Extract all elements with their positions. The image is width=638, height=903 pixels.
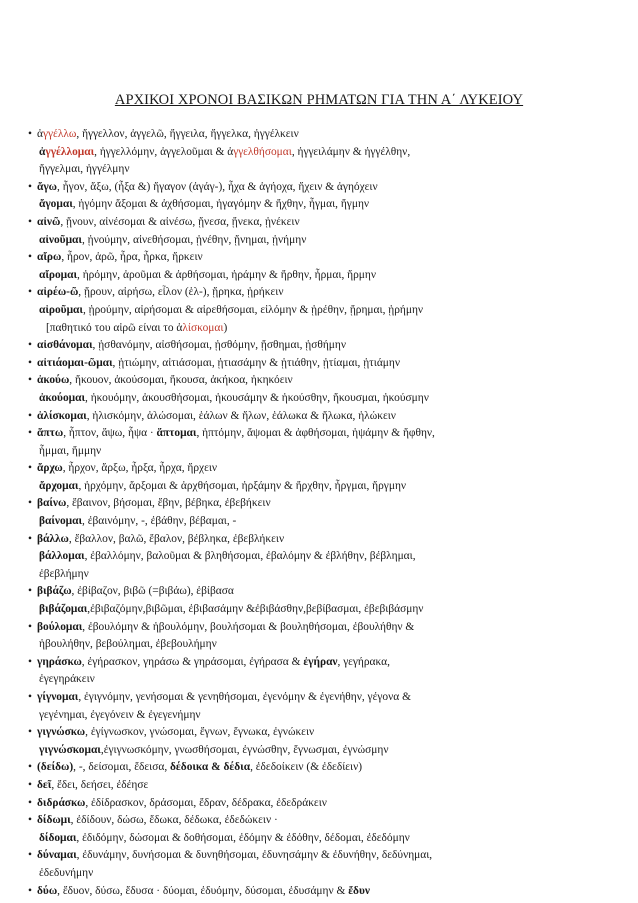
- verb-forms: ): [223, 321, 228, 334]
- verb-forms: , ἐδυνάμην, δυνήσομαι & δυνηθήσομαι, ἐδυνησάμην & ἐδυνήθην, δεδύνημαι,: [76, 849, 433, 862]
- verb-forms: , -, δείσομαι, ἔδεισα,: [73, 761, 171, 774]
- verb-entry: [28, 812, 624, 847]
- verb-line-active: [28, 408, 624, 426]
- verb-forms: λίσκομαι: [182, 321, 224, 334]
- verb-forms: , ἠρχόμην, ἄρξομαι & ἀρχθήσομαι, ἠρξάμην & ἤρχθην, ἦργμαι, ἤργμην: [78, 479, 407, 492]
- verb-line-continued: [28, 267, 624, 285]
- verb-headword: γιγνώσκω: [37, 726, 86, 739]
- verb-headword: γίγνομαι: [37, 691, 79, 703]
- verb-line-active: [28, 759, 624, 777]
- verb-line-active: [28, 372, 624, 390]
- verb-line-continued: [28, 144, 624, 162]
- bullet-icon: •: [28, 778, 32, 791]
- bullet-icon: •: [28, 251, 32, 264]
- verb-headword: (δείδω): [37, 761, 74, 774]
- bullet-icon: •: [28, 691, 32, 703]
- verb-headword: διδράσκω: [37, 796, 86, 809]
- page-title: ΑΡΧΙΚΟΙ ΧΡΟΝΟΙ ΒΑΣΙΚΩΝ ΡΗΜΑΤΩΝ ΓΙΑ ΤΗΝ Α΄ ΛΥΚΕΙΟΥ: [114, 92, 524, 108]
- verb-headword: ἄγομαι: [39, 198, 73, 211]
- verb-headword: ἀ: [39, 145, 46, 158]
- bullet-icon: •: [28, 761, 32, 774]
- verb-forms: , ᾔνουν, αἰνέσομαι & αἰνέσω, ᾔνεσα, ᾔνεκα, ᾐνέκειν: [60, 215, 300, 228]
- verb-headword: δεῖ: [37, 778, 52, 791]
- verb-line-active: [28, 284, 624, 302]
- verb-forms: , ἡλισκόμην, ἁλώσομαι, ἑάλων & ἥλων, ἑάλωκα & ἥλωκα, ἡλώκειν: [86, 409, 396, 422]
- verb-line-active: [28, 495, 624, 513]
- verb-line-active: [28, 654, 624, 672]
- verb-headword: βιβάζομαι: [39, 603, 88, 616]
- verb-headword: αἰτιάομαι-ῶμαι: [37, 356, 113, 369]
- verb-list: [28, 126, 624, 900]
- verb-headword: αἴρομαι: [39, 268, 78, 281]
- verb-headword: δίδομαι: [39, 831, 77, 844]
- verb-entry: [28, 689, 624, 724]
- verb-entry: [28, 847, 624, 882]
- verb-forms: , ᾕρουν, αἱρήσω, εἷλον (ἑλ-), ᾕρηκα, ᾑρήκειν: [78, 286, 284, 299]
- verb-forms: , ᾑρούμην, αἱρήσομαι & αἱρεθήσομαι, εἱλόμην & ᾑρέθην, ᾕρημαι, ᾑρήμην: [82, 303, 424, 316]
- verb-forms: , ᾐσθανόμην, αἰσθήσομαι, ᾐσθόμην, ᾔσθημαι, ᾐσθήμην: [92, 339, 346, 352]
- bullet-icon: •: [28, 462, 32, 475]
- bullet-icon: •: [28, 339, 32, 352]
- verb-entry: [28, 583, 624, 618]
- verb-entry: [28, 495, 624, 530]
- bullet-icon: •: [28, 374, 32, 387]
- bullet-icon: •: [28, 585, 32, 598]
- verb-line-continued: [28, 513, 624, 531]
- verb-entry: [28, 214, 624, 249]
- verb-forms: ἐδεδυνήμην: [39, 866, 94, 879]
- verb-headword: γιγνώσκομαι: [39, 743, 101, 756]
- verb-headword: βάλλω: [37, 532, 69, 545]
- verb-line-continued: [28, 566, 624, 584]
- bullet-icon: •: [28, 655, 32, 668]
- bullet-icon: •: [28, 497, 32, 510]
- bullet-icon: •: [28, 409, 32, 422]
- verb-forms: , ἦρχον, ἄρξω, ἦρξα, ἦρχα, ἤρχειν: [62, 462, 218, 475]
- verb-line-continued: [28, 636, 624, 654]
- verb-line-active: [28, 724, 624, 742]
- verb-entry: [28, 179, 624, 214]
- verb-headword: ἅπτω: [37, 427, 64, 440]
- verb-headword: γηράσκω: [37, 655, 82, 668]
- verb-forms: ἤγγελμαι, ἠγγέλμην: [39, 163, 130, 176]
- verb-line-continued: [28, 671, 624, 689]
- verb-forms: ,ἐγιγνωσκόμην, γνωσθήσομαι, ἐγνώσθην, ἔγνωσμαι, ἐγνώσμην: [100, 743, 389, 756]
- verb-entry: [28, 795, 624, 813]
- verb-headword: αἰνοῦμαι: [39, 233, 82, 246]
- verb-forms: , ἔβαλλον, βαλῶ, ἔβαλον, βέβληκα, ἐβεβλήκειν: [68, 532, 285, 545]
- bullet-icon: •: [28, 356, 32, 369]
- verb-headword: βούλομαι: [37, 620, 83, 633]
- verb-forms: ἧμμαι, ἥμμην: [39, 444, 102, 457]
- verb-line-active: [28, 795, 624, 813]
- verb-headword: αἴρω: [37, 251, 62, 264]
- verb-line-continued: [28, 548, 624, 566]
- bullet-icon: •: [28, 532, 32, 545]
- verb-forms: , ἠγόμην ἄξομαι & ἀχθήσομαι, ἠγαγόμην & ἤχθην, ἦγμαι, ἤγμην: [72, 198, 370, 211]
- verb-entry: [28, 759, 624, 777]
- verb-headword: βαίνομαι: [39, 515, 83, 528]
- verb-headword: ἄγω: [37, 180, 58, 193]
- verb-forms: , ἐδιδόμην, δώσομαι & δοθήσομαι, ἐδόμην & ἐδόθην, δέδομαι, ἐδεδόμην: [76, 831, 410, 844]
- bullet-icon: •: [28, 726, 32, 739]
- verb-forms: , γεγήρακα,: [337, 655, 390, 668]
- verb-line-active: [28, 883, 624, 901]
- verb-forms: , ἔβαινον, βήσομαι, ἔβην, βέβηκα, ἐβεβήκειν: [66, 497, 271, 510]
- verb-forms: ἐβεβλήμην: [39, 567, 89, 580]
- verb-entry: [28, 654, 624, 689]
- verb-line-continued: [28, 196, 624, 214]
- verb-forms: , ἐγήρασκον, γηράσω & γηράσομαι, ἐγήρασα &: [81, 655, 304, 668]
- verb-entry: [28, 425, 624, 460]
- verb-entry: [28, 372, 624, 407]
- verb-entry: [28, 126, 624, 179]
- verb-forms: , ἠρόμην, ἀροῦμαι & ἀρθήσομαι, ἠράμην & ἤρθην, ἦρμαι, ἤρμην: [77, 268, 376, 281]
- verb-entry: [28, 531, 624, 584]
- verb-line-active: [28, 531, 624, 549]
- verb-entry: [28, 460, 624, 495]
- verb-forms: , ἐβουλόμην & ἠβουλόμην, βουλήσομαι & βουληθήσομαι, ἐβουλήθην &: [82, 620, 415, 633]
- verb-line-continued: [28, 161, 624, 179]
- verb-forms: , ᾐνούμην, αἰνεθήσομαι, ᾐνέθην, ᾔνημαι, ᾐνήμην: [81, 233, 307, 246]
- verb-line-active: [28, 847, 624, 865]
- verb-line-active: [28, 812, 624, 830]
- verb-forms: , ἐδίδρασκον, δράσομαι, ἔδραν, δέδρακα, ἐδεδράκειν: [85, 796, 327, 809]
- verb-headword: ἁλίσκομαι: [37, 409, 87, 422]
- verb-forms: , ἡπτόμην, ἅψομαι & ἁφθήσομαι, ἡψάμην & ἥφθην,: [196, 427, 435, 440]
- verb-headword: ἄρχομαι: [39, 479, 79, 492]
- verb-headword: δύω: [37, 884, 58, 897]
- verb-line-active: [28, 214, 624, 232]
- verb-line-continued: [28, 390, 624, 408]
- verb-forms: , ἐγίγνωσκον, γνώσομαι, ἔγνων, ἔγνωκα, ἐγνώκειν: [85, 726, 315, 739]
- bullet-icon: •: [28, 427, 32, 440]
- verb-entry: [28, 355, 624, 373]
- verb-headword: ἐγήραν: [303, 655, 338, 668]
- verb-headword: βιβάζω: [37, 585, 72, 598]
- bullet-icon: •: [28, 884, 32, 897]
- verb-line-continued: [28, 865, 624, 883]
- bullet-icon: •: [28, 849, 32, 862]
- verb-entry: [28, 249, 624, 284]
- verb-line-active: [28, 583, 624, 601]
- verb-forms: [παθητικό του αἱρῶ είναι το ἁ: [46, 321, 183, 334]
- verb-line-active: [28, 425, 624, 443]
- verb-forms: , ἐβίβαζον, βιβῶ (=βιβάω), ἐβίβασα: [71, 585, 234, 598]
- verb-forms: , ἔδυον, δύσω, ἔδυσα · δύομαι, ἐδυόμην, δύσομαι, ἐδυσάμην &: [57, 884, 349, 897]
- verb-forms: , ἔδει, δεήσει, ἐδέησε: [51, 778, 149, 791]
- verb-line-continued: [28, 478, 624, 496]
- verb-forms: ,ἐβιβαζόμην,βιβῶμαι, ἐβιβασάμην &ἐβιβάσθην,βεβίβασμαι, ἐβεβιβάσμην: [87, 603, 424, 616]
- verb-headword: ἅπτομαι: [156, 427, 197, 440]
- verb-line-active: [28, 337, 624, 355]
- verb-forms: , ᾐτιώμην, αἰτιάσομαι, ᾐτιασάμην & ᾐτιάθην, ᾐτίαμαι, ᾐτιάμην: [112, 356, 401, 369]
- verb-forms: , ἐγιγνόμην, γενήσομαι & γενηθήσομαι, ἐγενόμην & ἐγενήθην, γέγονα &: [78, 691, 411, 703]
- verb-line-continued: [28, 320, 624, 338]
- verb-line-active: [28, 355, 624, 373]
- verb-line-active: [28, 777, 624, 795]
- verb-headword: ἄρχω: [37, 462, 63, 475]
- verb-line-active: [28, 619, 624, 637]
- verb-line-continued: [28, 302, 624, 320]
- verb-forms: , ἦγον, ἄξω, (ἦξα &) ἤγαγον (ἀγάγ-), ἦχα & ἀγήοχα, ἤχειν & ἀγηόχειν: [57, 180, 378, 193]
- bullet-icon: •: [28, 796, 32, 809]
- verb-headword: δύναμαι: [37, 849, 77, 862]
- verb-headword: ἀκούομαι: [39, 391, 86, 404]
- verb-headword: δίδωμι: [37, 814, 71, 827]
- verb-headword: αἰνῶ: [37, 215, 61, 228]
- verb-line-continued: [28, 443, 624, 461]
- verb-forms: γγέλλω: [42, 128, 77, 140]
- verb-forms: , ἐβαλλόμην, βαλοῦμαι & βληθήσομαι, ἐβαλόμην & ἐβλήθην, βέβλημαι,: [84, 550, 416, 563]
- bullet-icon: •: [28, 286, 32, 299]
- verb-headword: αἱρέω-ῶ: [37, 286, 79, 299]
- verb-forms: , ἐβαινόμην, -, ἐβάθην, βέβαμαι, -: [82, 515, 237, 528]
- verb-forms: , ἐδεδοίκειν (& ἐδεδίειν): [250, 761, 363, 774]
- verb-headword: γγέλλομαι: [45, 145, 95, 158]
- verb-headword: δέδοικα & δέδια: [170, 761, 251, 774]
- verb-line-continued: [28, 830, 624, 848]
- verb-forms: ἐγεγηράκειν: [39, 673, 95, 686]
- bullet-icon: •: [28, 180, 32, 193]
- verb-forms: , ἤκουον, ἀκούσομαι, ἤκουσα, ἀκήκοα, ἠκηκόειν: [69, 374, 293, 387]
- verb-forms: , ἤγγελλον, ἀγγελῶ, ἤγγειλα, ἤγγελκα, ἠγγέλκειν: [76, 128, 299, 140]
- verb-line-continued: [28, 601, 624, 619]
- verb-line-active: [28, 249, 624, 267]
- verb-entry: [28, 777, 624, 795]
- verb-forms: , ἠγγειλάμην & ἠγγέλθην,: [291, 145, 411, 158]
- verb-headword: αἰσθάνομαι: [37, 339, 93, 352]
- verb-forms: γεγένημαι, ἐγεγόνειν & ἐγεγενήμην: [39, 708, 201, 721]
- verb-forms: , ἠκουόμην, ἀκουσθήσομαι, ἠκουσάμην & ἠκούσθην, ἤκουσμαι, ἠκούσμην: [85, 391, 429, 404]
- verb-line-active: [28, 126, 624, 144]
- verb-entry: [28, 284, 624, 337]
- verb-line-continued: [28, 742, 624, 760]
- verb-headword: αἱροῦμαι: [39, 303, 83, 316]
- verb-entry: [28, 724, 624, 759]
- verb-entry: [28, 883, 624, 901]
- verb-entry: [28, 408, 624, 426]
- verb-headword: βάλλομαι: [39, 550, 85, 563]
- verb-headword: ἀκούω: [37, 374, 70, 387]
- verb-headword: ἔδυν: [348, 884, 370, 897]
- verb-forms: γγελθήσομαι: [233, 145, 292, 158]
- verb-line-active: [28, 689, 624, 707]
- verb-forms: , ἦρον, ἀρῶ, ἦρα, ἦρκα, ἤρκειν: [61, 251, 203, 264]
- verb-headword: βαίνω: [37, 497, 67, 510]
- verb-forms: ἠβουλήθην, βεβούλημαι, ἐβεβουλήμην: [39, 638, 217, 651]
- bullet-icon: •: [28, 620, 32, 633]
- verb-line-continued: [28, 707, 624, 725]
- verb-line-active: [28, 179, 624, 197]
- bullet-icon: •: [28, 128, 32, 140]
- verb-entry: [28, 337, 624, 355]
- verb-forms: , ἐδίδουν, δώσω, ἔδωκα, δέδωκα, ἐδεδώκειν ·: [70, 814, 278, 827]
- bullet-icon: •: [28, 814, 32, 827]
- verb-forms: , ἧπτον, ἅψω, ἧψα ·: [63, 427, 157, 440]
- verb-forms: , ἠγγελλόμην, ἀγγελοῦμαι & ἀ: [94, 145, 234, 158]
- verb-line-active: [28, 460, 624, 478]
- verb-line-continued: [28, 232, 624, 250]
- verb-entry: [28, 619, 624, 654]
- bullet-icon: •: [28, 215, 32, 228]
- verb-forms: ἀ: [37, 128, 43, 140]
